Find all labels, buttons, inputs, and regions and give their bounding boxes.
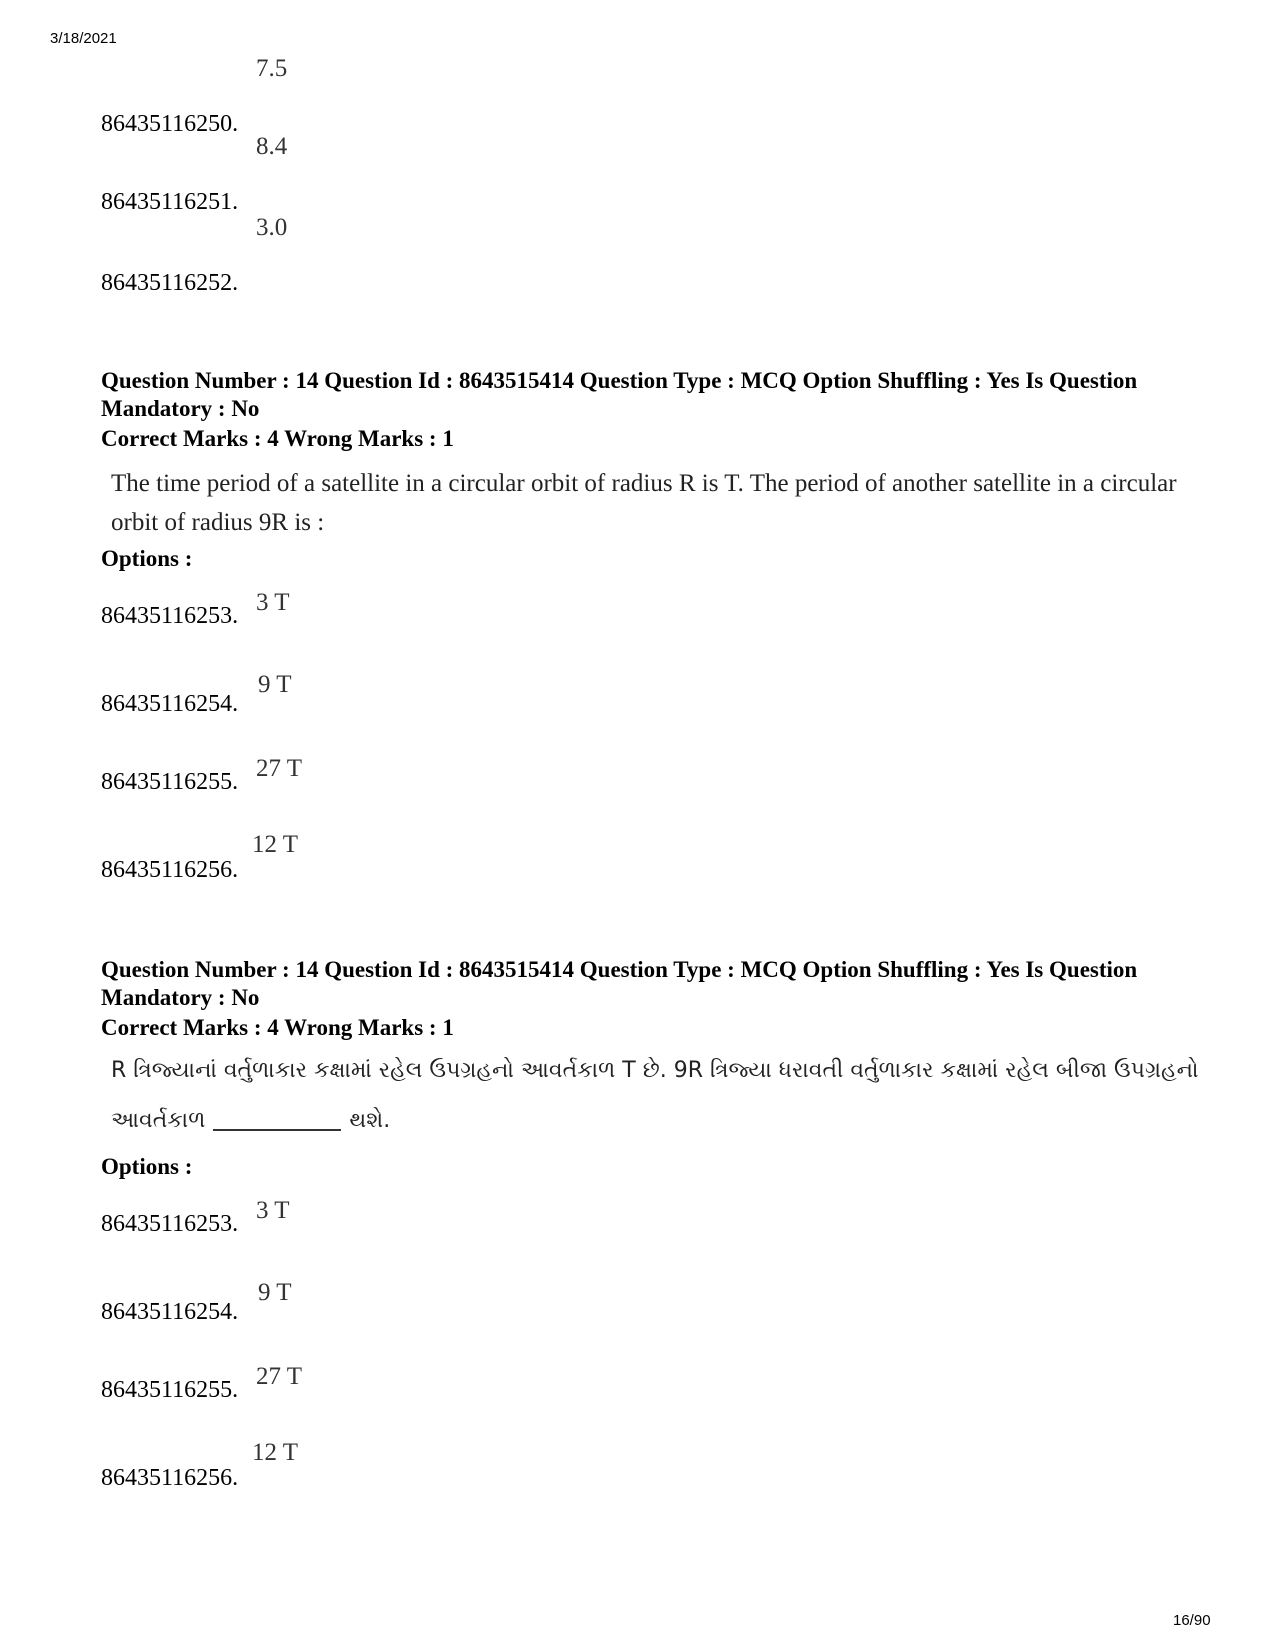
option-id: 86435116256. xyxy=(101,857,239,883)
option-row xyxy=(101,636,521,716)
option-id: 86435116252. xyxy=(101,270,239,296)
option-row xyxy=(101,1244,521,1324)
question-metadata: Question Number : 14 Question Id : 8643515414 Question Type : MCQ Option Shuffling : Yes Is Question Mandatory : No xyxy=(101,957,1138,1010)
option-id: 86435116251. xyxy=(101,189,239,215)
option-row xyxy=(101,134,521,214)
option-value: 3.0 xyxy=(256,214,288,241)
page-number: 16/90 xyxy=(1173,1612,1211,1629)
option-row xyxy=(101,714,521,794)
option-value: 27 T xyxy=(256,1363,303,1390)
option-row xyxy=(101,548,521,628)
option-id: 86435116256. xyxy=(101,1465,239,1491)
print-date: 3/18/2021 xyxy=(50,30,117,47)
option-row xyxy=(101,56,521,136)
option-row xyxy=(101,802,521,882)
option-value: 12 T xyxy=(252,831,299,858)
option-value: 9 T xyxy=(258,671,292,698)
question-text: The time period of a satellite in a circular orbit of radius R is T. The period of another satellite in a circular orbit of radius 9R is : xyxy=(111,470,1177,536)
option-row xyxy=(101,1410,521,1490)
option-value: 12 T xyxy=(252,1439,299,1466)
option-row xyxy=(101,1322,521,1402)
option-id: 86435116254. xyxy=(101,691,239,717)
option-value: 3 T xyxy=(256,1197,290,1224)
option-id: 86435116253. xyxy=(101,1211,239,1237)
option-id: 86435116253. xyxy=(101,603,239,629)
option-value: 3 T xyxy=(256,589,290,616)
options-heading: Options : xyxy=(101,546,193,571)
question-marks: Correct Marks : 4 Wrong Marks : 1 xyxy=(101,426,454,451)
option-id: 86435116255. xyxy=(101,769,239,795)
option-value: 7.5 xyxy=(256,55,288,82)
option-id: 86435116255. xyxy=(101,1377,239,1403)
answer-blank xyxy=(213,1111,341,1131)
option-id: 86435116254. xyxy=(101,1299,239,1325)
option-id: 86435116250. xyxy=(101,111,239,137)
option-row xyxy=(101,1156,521,1236)
options-heading: Options : xyxy=(101,1154,193,1179)
option-value: 27 T xyxy=(256,755,303,782)
question-text-gujarati xyxy=(111,1046,1221,1146)
option-value: 8.4 xyxy=(256,133,288,160)
option-value: 9 T xyxy=(258,1279,292,1306)
question-text-part1: R ત્રિજ્યાનાં વર્તુળાકાર કક્ષામાં રહેલ ઉપગ્રહનો આવર્તકાળ T છે. 9R ત્રિજ્યા ધરાવતી વર્તુળાકાર કક્ષામાં રહેલ બીજા ઉપગ્રહનો આવર્તકાળ xyxy=(111,1058,1199,1133)
option-row xyxy=(101,215,521,295)
question-marks: Correct Marks : 4 Wrong Marks : 1 xyxy=(101,1015,454,1040)
question-metadata: Question Number : 14 Question Id : 8643515414 Question Type : MCQ Option Shuffling : Yes Is Question Mandatory : No xyxy=(101,368,1138,421)
question-text-part2: થશે. xyxy=(349,1108,391,1133)
